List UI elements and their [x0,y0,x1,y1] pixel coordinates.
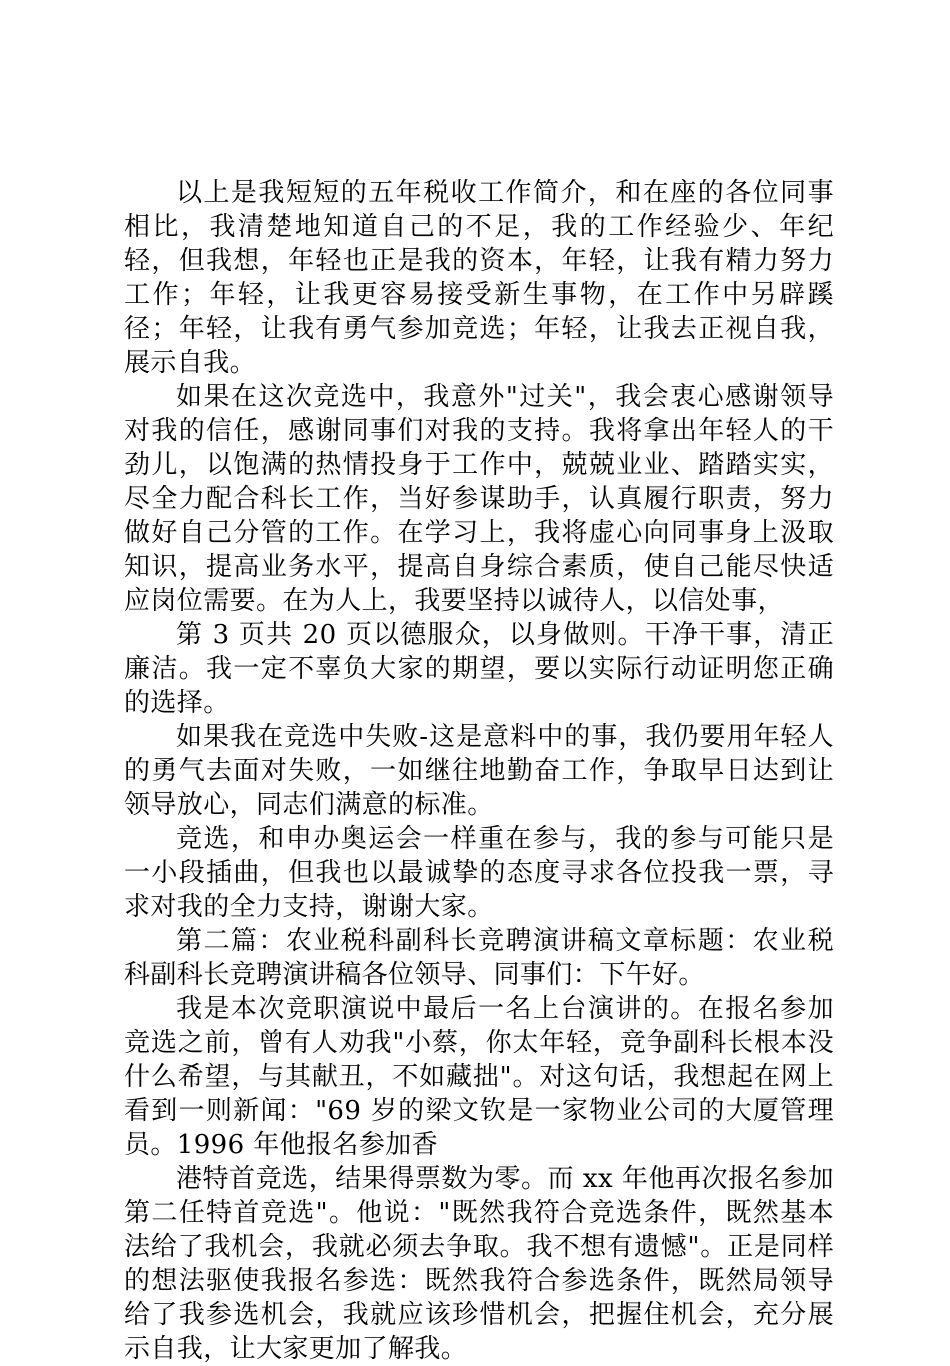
paragraph-second-article-title: 第二篇：农业税科副科长竞聘演讲稿文章标题：农业税科副科长竞聘演讲稿各位领导、同事们：下午好。 [124,926,834,990]
paragraph-participation: 竞选，和申办奥运会一样重在参与，我的参与可能只是一小段插曲，但我也以最诚挚的态度寻求各位投我一票，寻求对我的全力支持，谢谢大家。 [124,824,834,922]
paragraph-hk-election: 港特首竞选，结果得票数为零。而 xx 年他再次报名参加第二任特首竞选"。他说："既然我符合竞选条件，既然基本法给了我机会，我就必须去争取。我不想有遗憾"。正是同样的想法驱使我报名参选：既然我符合参选条件，既然局领导给了我参选机会，我就应该珍惜机会，把握住机会，充分展示自我，让大家更加了解我。 [124,1164,834,1364]
paragraph-page-marker-integrity: 第 3 页共 20 页以德服众，以身做则。干净干事，清正廉洁。我一定不辜负大家的期望，要以实际行动证明您正确的选择。 [124,620,834,718]
paragraph-if-elected: 如果在这次竞选中，我意外"过关"，我会衷心感谢领导对我的信任，感谢同事们对我的支持。我将拿出年轻人的干劲儿，以饱满的热情投身于工作中，兢兢业业、踏踏实实，尽全力配合科长工作，当好参谋助手，认真履行职责，努力做好自己分管的工作。在学习上，我将虚心向同事身上汲取知识，提高业务水平，提高自身综合素质，使自己能尽快适应岗位需要。在为人上，我要坚持以诚待人，以信处事， [124,382,834,616]
document-page [124,176,834,1366]
paragraph-if-defeated: 如果我在竞选中失败-这是意料中的事，我仍要用年轻人的勇气去面对失败，一如继往地勤奋工作，争取早日达到让领导放心，同志们满意的标准。 [124,722,834,820]
paragraph-intro-summary: 以上是我短短的五年税收工作简介，和在座的各位同事相比，我清楚地知道自己的不足，我的工作经验少、年纪轻，但我想，年轻也正是我的资本，年轻，让我有精力努力工作；年轻，让我更容易接受新生事物，在工作中另辟蹊径；年轻，让我有勇气参加竞选；年轻，让我去正视自我，展示自我。 [124,178,834,378]
paragraph-last-speaker: 我是本次竞职演说中最后一名上台演讲的。在报名参加竞选之前，曾有人劝我"小蔡，你太年轻，竞争副科长根本没什么希望，与其献丑，不如藏拙"。对这句话，我想起在网上看到一则新闻："69 岁的梁文钦是一家物业公司的大厦管理员。1996 年他报名参加香 [124,994,834,1160]
